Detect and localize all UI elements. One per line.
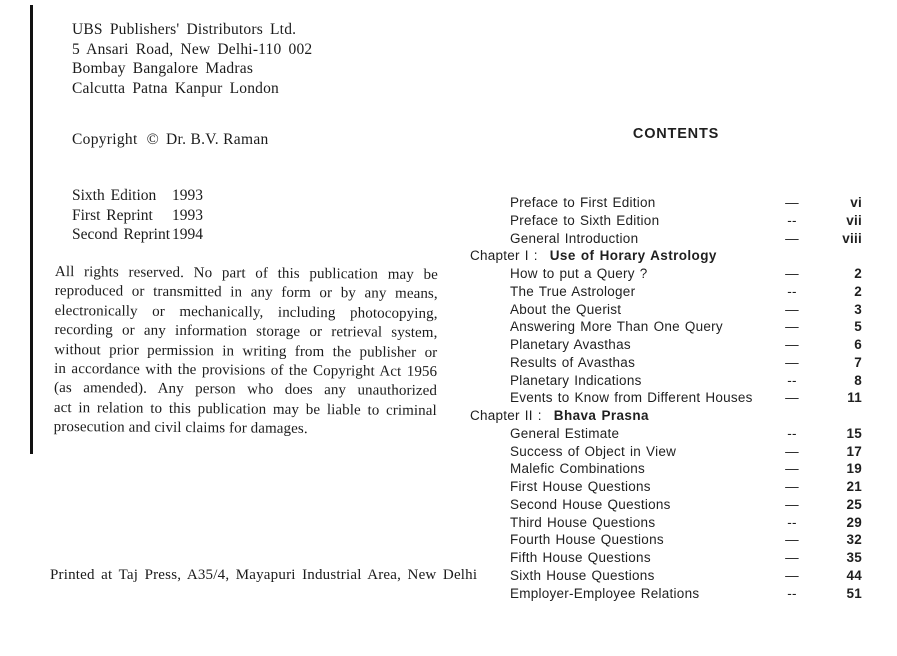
chapter-title: Use of Horary Astrology: [549, 248, 717, 264]
toc-page-number: 7: [854, 354, 862, 370]
toc-page-number: 6: [854, 337, 862, 352]
edition-row: [72, 206, 203, 226]
scan-gutter-line: [30, 5, 33, 454]
text-line: electronically or mechanically, including photocopying,: [54, 302, 438, 322]
toc-row: [470, 443, 862, 461]
toc-dash-leader: --: [787, 372, 797, 388]
edition-row: [72, 186, 203, 206]
toc-page-number: 17: [846, 443, 862, 459]
toc-page-number: 5: [854, 319, 862, 335]
toc-page-number: 8: [854, 372, 862, 388]
toc-dash-leader: —: [785, 479, 799, 494]
toc-page-number: 2: [854, 283, 862, 299]
text-line: recording or any information storage or retrieval system,: [54, 322, 438, 342]
text-line: act in relation to this publication may be liable to criminal: [53, 399, 437, 419]
toc-page-number: 21: [846, 479, 862, 494]
toc-page-number: 2: [854, 266, 862, 281]
toc-entry-title: About the Querist: [510, 301, 622, 317]
toc-dash-leader: —: [785, 532, 799, 548]
editions-block: [72, 186, 203, 245]
toc-dash-leader: —: [785, 266, 799, 281]
toc-page-number: 11: [847, 390, 862, 406]
toc-page-number: 35: [846, 550, 862, 565]
toc-entry-title: Preface to First Edition: [510, 195, 656, 210]
toc-entry-title: Results of Avasthas: [510, 354, 636, 370]
toc-page-number: 44: [846, 567, 862, 583]
toc-entry-title: Third House Questions: [510, 514, 656, 530]
toc-row: [470, 372, 862, 390]
edition-year: 1993: [172, 187, 203, 204]
toc-dash-leader: —: [785, 567, 799, 583]
toc-entry-title: Malefic Combinations: [510, 461, 646, 477]
toc-row: [470, 478, 862, 496]
copyright-prefix: Copyright: [72, 131, 138, 148]
toc-entry-title: Employer-Employee Relations: [510, 585, 700, 601]
chapter-label: Chapter II :: [470, 408, 542, 423]
edition-year: 1993: [172, 206, 203, 224]
toc-entry-title: Success of Object in View: [510, 443, 677, 459]
toc-row: [470, 318, 862, 336]
toc-dash-leader: —: [785, 550, 799, 565]
toc-row: [470, 567, 862, 585]
toc-entry-title: General Estimate: [510, 425, 620, 441]
text-line: 5 Ansari Road, New Delhi-110 002: [72, 40, 313, 58]
toc-entry-title: How to put a Query ?: [510, 266, 648, 281]
toc-chapter-row: [470, 407, 862, 425]
toc-row: [470, 301, 862, 319]
toc-dash-leader: —: [785, 496, 799, 512]
text-line: (as amended). Any person who does any unauthorized: [53, 380, 438, 400]
toc-row: [470, 514, 862, 532]
toc-row: [470, 354, 862, 372]
text-line: reproduced or transmitted in any form or by any means,: [54, 283, 438, 303]
toc-row: [470, 389, 862, 407]
text-line: All rights reserved. No part of this publication may be: [54, 263, 438, 284]
toc-entry-title: Sixth House Questions: [510, 567, 655, 583]
toc-dash-leader: —: [785, 319, 799, 335]
edition-label: First Reprint: [72, 206, 153, 224]
edition-row: [72, 225, 203, 245]
toc-dash-leader: --: [787, 212, 797, 228]
copyright-line: [72, 131, 269, 149]
toc-row: [470, 265, 862, 283]
edition-label: Second Reprint: [72, 226, 170, 243]
toc-dash-leader: —: [785, 443, 799, 459]
toc-chapter-cell: [470, 247, 862, 265]
copyright-symbol-icon: ©: [146, 131, 160, 148]
contents-title: CONTENTS: [632, 126, 720, 142]
toc-page-number: vi: [850, 195, 862, 210]
edition-label: Sixth Edition: [72, 187, 157, 204]
toc-row: [470, 531, 862, 549]
chapter-title: Bhava Prasna: [553, 408, 649, 423]
toc-row: [470, 283, 862, 301]
toc-page-number: 25: [846, 496, 862, 512]
toc-row: [470, 496, 862, 514]
toc-page-number: 19: [846, 461, 862, 477]
publisher-block: [72, 20, 312, 98]
toc-page-number: 15: [846, 425, 862, 441]
toc-page-number: vii: [846, 212, 862, 228]
toc-row: [470, 585, 862, 603]
rights-paragraph: [54, 263, 438, 441]
toc-page-number: 3: [854, 301, 862, 317]
toc-entry-title: General Introduction: [510, 230, 639, 246]
toc-entry-title: First House Questions: [510, 479, 651, 494]
toc-entry-title: Events to Know from Different Houses: [510, 390, 753, 406]
text-line: in accordance with the provisions of the Copyright Act 1956: [54, 361, 438, 381]
imprint-line: Printed at Taj Press, A35/4, Mayapuri Industrial Area, New Delhi: [50, 567, 478, 583]
toc-entry-title: Preface to Sixth Edition: [510, 212, 660, 228]
text-line: Calcutta Patna Kanpur London: [72, 79, 280, 97]
toc-dash-leader: —: [785, 354, 799, 370]
toc-dash-leader: --: [787, 425, 797, 441]
toc-entry-title: The True Astrologer: [510, 283, 636, 299]
toc-dash-leader: --: [787, 514, 797, 530]
chapter-label: Chapter I :: [470, 248, 538, 264]
toc-entry-title: Planetary Indications: [510, 372, 642, 388]
toc-rows: [470, 194, 862, 602]
toc-entry-title: Answering More Than One Query: [510, 319, 723, 335]
toc-chapter-cell: [470, 407, 862, 425]
text-line: without prior permission in writing from the publisher or: [54, 341, 438, 361]
text-line: prosecution and civil claims for damages.: [53, 419, 308, 438]
toc-row: [470, 212, 862, 230]
toc-page-number: 29: [846, 514, 862, 530]
toc-dash-leader: --: [787, 585, 797, 601]
toc-row: [470, 425, 862, 443]
toc-row: [470, 549, 862, 567]
toc-page-number: 51: [846, 585, 862, 601]
toc-dash-leader: —: [785, 230, 799, 246]
toc-chapter-row: [470, 247, 862, 265]
toc-row: [470, 336, 862, 354]
toc-page-number: 32: [846, 532, 862, 548]
edition-year: 1994: [172, 226, 203, 243]
toc-entry-title: Planetary Avasthas: [510, 337, 631, 352]
toc-entry-title: Second House Questions: [510, 496, 671, 512]
toc-dash-leader: —: [785, 461, 799, 477]
toc-row: [470, 460, 862, 478]
copyright-holder: Dr. B.V. Raman: [166, 131, 269, 148]
toc-dash-leader: —: [785, 390, 799, 406]
toc-row: [470, 230, 862, 248]
text-line: UBS Publishers' Distributors Ltd.: [72, 21, 297, 38]
toc-entry-title: Fifth House Questions: [510, 550, 651, 565]
toc-dash-leader: —: [785, 195, 799, 210]
toc-entry-title: Fourth House Questions: [510, 532, 664, 548]
toc-dash-leader: —: [785, 337, 799, 352]
toc-dash-leader: --: [787, 283, 797, 299]
toc-row: [470, 194, 862, 212]
toc-dash-leader: —: [785, 301, 799, 317]
toc-page-number: viii: [842, 230, 862, 246]
text-line: Bombay Bangalore Madras: [72, 60, 254, 77]
